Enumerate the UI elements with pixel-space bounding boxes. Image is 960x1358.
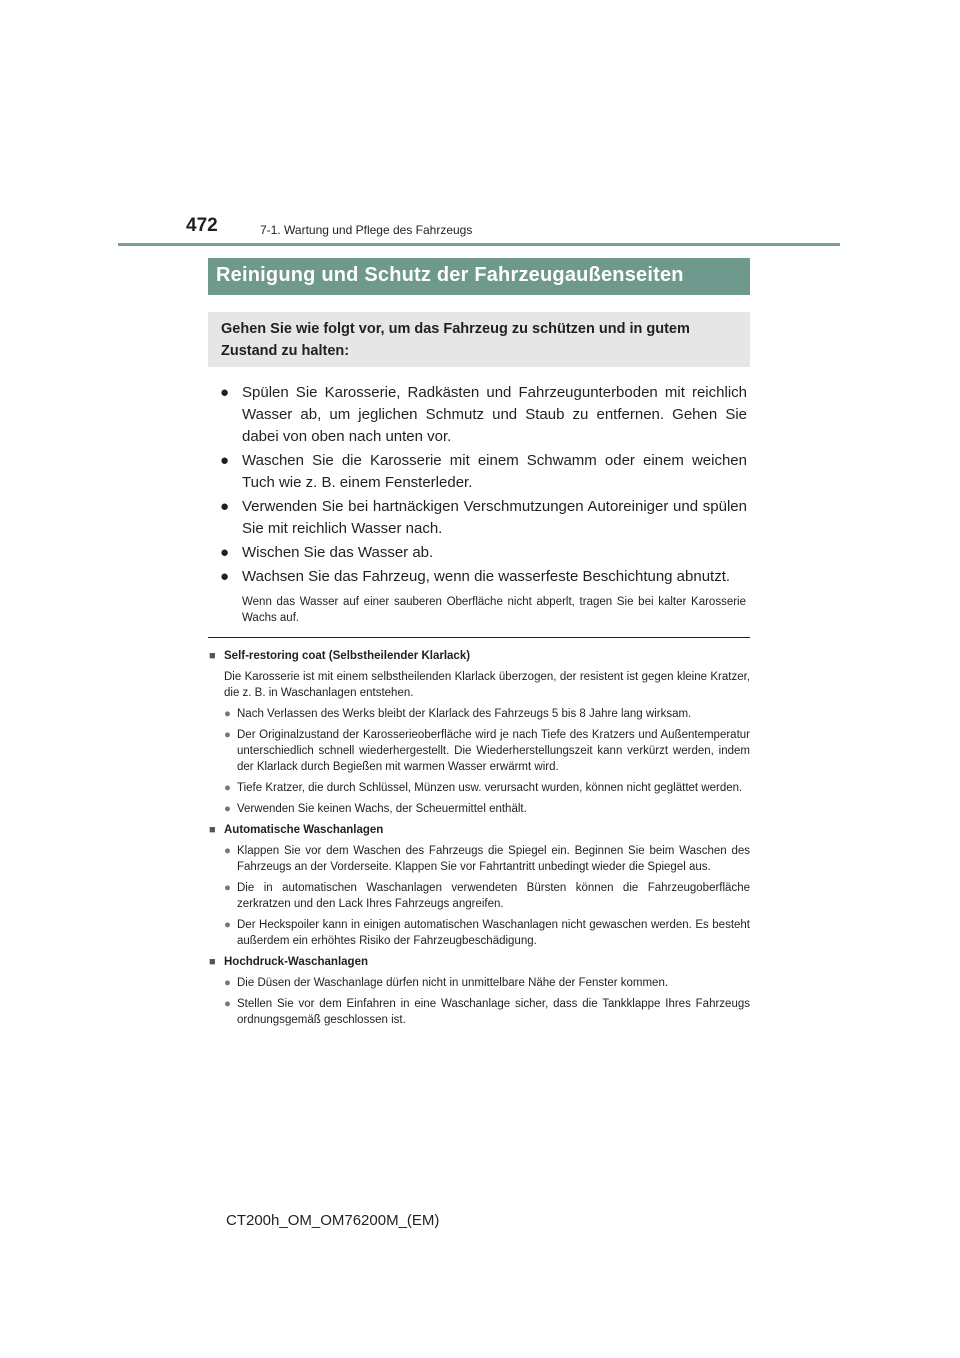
intro-box: Gehen Sie wie folgt vor, um das Fahrzeug zu schützen und in gutem Zustand zu halten: xyxy=(208,312,750,367)
list-item: ● Die in automatischen Waschanlagen verwendeten Bürsten können die Fahrzeugoberfläche zerkratzen und den Lack Ihres Fahrzeugs angreifen. xyxy=(224,882,750,910)
square-bullet-icon: ■ xyxy=(209,956,216,968)
page-number: 472 xyxy=(186,215,218,236)
notes-section xyxy=(209,648,750,1033)
bullet-icon: ● xyxy=(224,803,231,815)
section-label: 7-1. Wartung und Pflege des Fahrzeugs xyxy=(260,223,473,237)
list-item: ● Verwenden Sie keinen Wachs, der Scheuermittel enthält. xyxy=(224,803,527,815)
bullet-icon: ● xyxy=(224,782,231,794)
section-divider xyxy=(208,637,750,638)
list-item: ● Klappen Sie vor dem Waschen des Fahrzeugs die Spiegel ein. Beginnen Sie beim Waschen des Fahrzeugs an der Vorderseite. Klappen Sie vor Fahrtantritt unbedingt wieder die Spiegel aus. xyxy=(224,845,750,873)
section-paragraph: Die Karosserie ist mit einem selbstheilenden Klarlack überzogen, der resistent ist gegen kleine Kratzer, die z. B. in Waschanlagen entstehen. xyxy=(224,671,750,699)
list-item: ● Spülen Sie Karosserie, Radkästen und Fahrzeugunterboden mit reichlich Wasser ab, um jeglichen Schmutz und Staub zu entfernen. Gehen Sie dabei von oben nach unten vor. xyxy=(220,384,747,445)
bullet-icon: ● xyxy=(220,452,230,469)
main-steps-list xyxy=(220,382,747,590)
page-title: Reinigung und Schutz der Fahrzeugaußenseiten xyxy=(208,258,750,295)
list-item: ● Der Originalzustand der Karosserieoberfläche wird je nach Tiefe des Kratzers und Außentemperatur unterschiedlich schnell wiederhergestellt. Die Wiederherstellungszeit kann verkürzt werden, indem der Klarlack durch Begießen mit warmen Wasser erwärmt wird. xyxy=(224,729,750,773)
bullet-icon: ● xyxy=(220,498,230,515)
section-heading: ■ Self-restoring coat (Selbstheilender Klarlack) xyxy=(209,650,471,662)
list-item: ● Wischen Sie das Wasser ab. xyxy=(220,542,747,564)
bullet-icon: ● xyxy=(224,977,231,989)
bullet-icon: ● xyxy=(220,544,230,561)
bullet-icon: ● xyxy=(224,998,231,1010)
footer-code: CT200h_OM_OM76200M_(EM) xyxy=(226,1212,440,1229)
section-heading: ■ Automatische Waschanlagen xyxy=(209,824,384,836)
square-bullet-icon: ■ xyxy=(209,650,216,662)
bullet-icon: ● xyxy=(224,729,231,741)
main-note: Wenn das Wasser auf einer sauberen Oberfläche nicht abperlt, tragen Sie bei kalter Karosserie Wachs auf. xyxy=(242,596,746,624)
list-item: ● Der Heckspoiler kann in einigen automatischen Waschanlagen nicht gewaschen werden. Es besteht außerdem ein erhöhtes Risiko der Fahrzeugbeschädigung. xyxy=(224,919,750,947)
list-item: ● Verwenden Sie bei hartnäckigen Verschmutzungen Autoreiniger und spülen Sie mit reichlich Wasser nach. xyxy=(220,498,747,537)
section-heading: ■ Hochdruck-Waschanlagen xyxy=(209,956,368,968)
list-item: ● Die Düsen der Waschanlage dürfen nicht in unmittelbare Nähe der Fenster kommen. xyxy=(224,977,669,989)
list-item: ● Wachsen Sie das Fahrzeug, wenn die wasserfeste Beschichtung abnutzt. xyxy=(220,566,747,588)
list-item: ● Waschen Sie die Karosserie mit einem Schwamm oder einem weichen Tuch wie z. B. einem Fensterleder. xyxy=(220,452,747,491)
bullet-icon: ● xyxy=(224,708,231,720)
list-item: ● Nach Verlassen des Werks bleibt der Klarlack des Fahrzeugs 5 bis 8 Jahre lang wirksam. xyxy=(224,708,692,720)
list-item: ● Stellen Sie vor dem Einfahren in eine Waschanlage sicher, dass die Tankklappe Ihres Fahrzeugs ordnungsgemäß geschlossen ist. xyxy=(224,998,750,1026)
bullet-icon: ● xyxy=(224,919,231,931)
bullet-icon: ● xyxy=(220,384,230,401)
square-bullet-icon: ■ xyxy=(209,824,216,836)
bullet-icon: ● xyxy=(224,882,231,894)
bullet-icon: ● xyxy=(224,845,231,857)
bullet-icon: ● xyxy=(220,568,230,585)
list-item: ● Tiefe Kratzer, die durch Schlüssel, Münzen usw. verursacht wurden, können nicht geglättet werden. xyxy=(224,782,743,794)
header-rule xyxy=(118,243,840,246)
